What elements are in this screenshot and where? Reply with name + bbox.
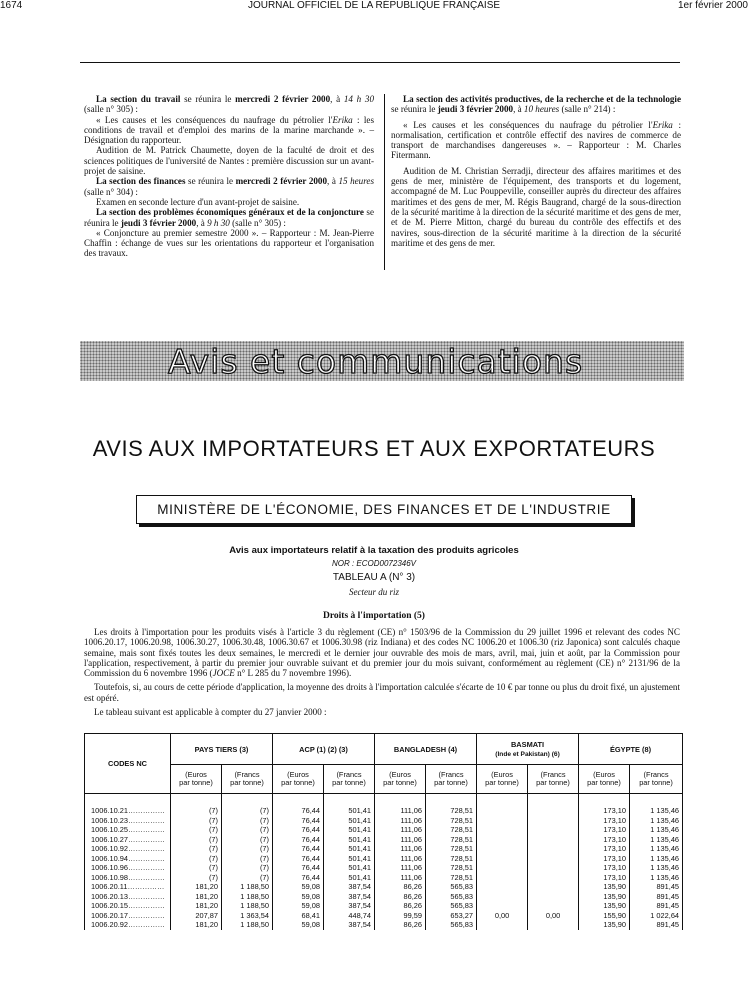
rate-cell <box>528 873 579 883</box>
section-name: La section des problèmes économiques généraux et de la conjoncture <box>96 207 364 218</box>
rate-cell: 891,45 <box>630 920 683 930</box>
unit-label-line-2: par tonne) <box>281 778 315 787</box>
unit-label-line-2: par tonne) <box>332 778 366 787</box>
rate-cell: 111,06 <box>375 835 426 845</box>
rate-cell <box>477 920 528 930</box>
group-header-acp: ACP (1) (2) (3) <box>273 734 375 765</box>
group-header-bangladesh: BANGLADESH (4) <box>375 734 477 765</box>
rate-cell: 387,54 <box>324 892 375 902</box>
rate-cell: 728,51 <box>426 873 477 883</box>
running-header <box>0 0 748 14</box>
meeting-time: 14 h 30 <box>343 94 375 104</box>
rate-cell: 1 135,46 <box>630 844 683 854</box>
unit-label-line-2: par tonne) <box>639 778 673 787</box>
rate-cell: 448,74 <box>324 911 375 921</box>
rate-cell: 565,83 <box>426 892 477 902</box>
unit-euros-header <box>375 765 426 794</box>
left-paragraph-2 <box>84 115 374 146</box>
unit-header-row <box>85 765 683 794</box>
spacer-cell <box>85 794 171 807</box>
rate-cell: 173,10 <box>579 825 630 835</box>
rate-cell <box>528 892 579 902</box>
ministry-box <box>136 495 632 524</box>
rate-cell: 181,20 <box>171 901 222 911</box>
unit-label-line-2: par tonne) <box>485 778 519 787</box>
group-header-egypte: ÉGYPTE (8) <box>579 734 683 765</box>
group-header-basmati <box>477 734 579 765</box>
rate-cell: 891,45 <box>630 901 683 911</box>
rate-cell: (7) <box>222 873 273 883</box>
nc-code-cell: 1006.10.94…………… <box>85 854 171 864</box>
rate-cell: 135,90 <box>579 901 630 911</box>
rate-cell <box>528 901 579 911</box>
rate-cell: 565,83 <box>426 901 477 911</box>
spacer-cell <box>579 794 630 807</box>
rate-cell: 891,45 <box>630 882 683 892</box>
rate-cell: 99,59 <box>375 911 426 921</box>
rate-cell: 76,44 <box>273 854 324 864</box>
rate-cell <box>528 816 579 826</box>
rate-cell: 501,41 <box>324 854 375 864</box>
rate-cell: (7) <box>171 806 222 816</box>
rate-cell <box>528 806 579 816</box>
rate-cell <box>477 844 528 854</box>
rate-cell <box>528 844 579 854</box>
group-header-pays-tiers: PAYS TIERS (3) <box>171 734 273 765</box>
spacer-cell <box>426 794 477 807</box>
rate-cell: 59,08 <box>273 920 324 930</box>
unit-label-line-2: par tonne) <box>434 778 468 787</box>
rate-cell: 173,10 <box>579 863 630 873</box>
unit-label-line-2: par tonne) <box>536 778 570 787</box>
text: se réunira le <box>185 176 236 187</box>
text: « Les causes et les conséquences du naufrage du pétrolier l' <box>403 119 653 130</box>
nc-code-cell: 1006.10.96…………… <box>85 863 171 873</box>
banner-text: Avis et communications <box>168 342 584 381</box>
duties-subtitle: Droits à l'importation (5) <box>323 611 425 621</box>
text: (salle n° 214) : <box>559 104 616 115</box>
unit-euros-header <box>273 765 324 794</box>
rate-cell: (7) <box>222 854 273 864</box>
nc-code-cell: 1006.10.92…………… <box>85 844 171 854</box>
rate-cell: 111,06 <box>375 844 426 854</box>
notice-title: Avis aux importateurs relatif à la taxation des produits agricoles <box>229 545 519 556</box>
rate-cell: 1 135,46 <box>630 835 683 845</box>
rate-cell <box>477 825 528 835</box>
rate-cell: (7) <box>171 816 222 826</box>
rate-cell <box>528 920 579 930</box>
meeting-time: 9 h 30 <box>207 217 230 228</box>
meeting-date: jeudi 3 février 2000 <box>437 104 514 115</box>
rate-cell: 1 135,46 <box>630 873 683 883</box>
rate-cell <box>528 825 579 835</box>
rate-cell: 173,10 <box>579 835 630 845</box>
rate-cell <box>477 892 528 902</box>
unit-francs-header <box>528 765 579 794</box>
rate-cell <box>528 854 579 864</box>
rate-cell: (7) <box>171 835 222 845</box>
unit-francs-header <box>426 765 477 794</box>
section-title: AVIS AUX IMPORTATEURS ET AUX EXPORTATEURS <box>92 436 656 461</box>
ship-name: Erika <box>332 114 353 125</box>
table-row <box>85 854 683 864</box>
rate-cell <box>528 863 579 873</box>
rate-cell: 1 188,50 <box>222 901 273 911</box>
table-row <box>85 892 683 902</box>
rate-cell: 565,83 <box>426 920 477 930</box>
unit-label-line-1: (Euros <box>185 769 207 779</box>
rate-cell <box>477 901 528 911</box>
rate-cell: 155,90 <box>579 911 630 921</box>
section-name: La section des activités productives, de la recherche et de la technologie <box>403 94 681 104</box>
rate-cell: 728,51 <box>426 825 477 835</box>
unit-label-line-2: par tonne) <box>230 778 264 787</box>
nor-reference: NOR : ECOD0072346V <box>331 559 417 568</box>
unit-euros-header <box>579 765 630 794</box>
rate-cell: 1 188,50 <box>222 892 273 902</box>
spacer-row <box>85 794 683 807</box>
basmati-sublabel: (Inde et Pakistan) (6) <box>495 751 560 758</box>
sector-name: Secteur du riz <box>349 587 399 597</box>
table-row <box>85 901 683 911</box>
rate-cell <box>477 806 528 816</box>
rate-cell: 501,41 <box>324 806 375 816</box>
unit-francs-header <box>324 765 375 794</box>
left-paragraph-4 <box>84 176 374 197</box>
meeting-date: jeudi 3 février 2000 <box>120 217 197 228</box>
rate-cell: 501,41 <box>324 825 375 835</box>
unit-label-line-1: (Francs <box>643 769 669 779</box>
ship-name: Erika <box>652 119 673 130</box>
spacer-cell <box>273 794 324 807</box>
rate-cell: (7) <box>222 835 273 845</box>
rate-cell: 728,51 <box>426 863 477 873</box>
rate-cell: 1 188,50 <box>222 882 273 892</box>
rate-cell: 76,44 <box>273 816 324 826</box>
rate-cell: 76,44 <box>273 825 324 835</box>
rate-cell <box>528 835 579 845</box>
rate-cell: 728,51 <box>426 806 477 816</box>
rate-cell: (7) <box>171 825 222 835</box>
rate-cell: 135,90 <box>579 920 630 930</box>
nc-code-cell: 1006.10.23…………… <box>85 816 171 826</box>
nc-code-cell: 1006.10.98…………… <box>85 873 171 883</box>
table-row <box>85 911 683 921</box>
spacer-cell <box>171 794 222 807</box>
journal-title: JOURNAL OFFICIEL DE LA RÉPUBLIQUE FRANÇAISE <box>247 0 501 11</box>
rate-cell: (7) <box>222 844 273 854</box>
rate-cell: 501,41 <box>324 863 375 873</box>
basmati-label: BASMATI <box>510 740 545 749</box>
rate-cell: 173,10 <box>579 806 630 816</box>
rate-cell: 76,44 <box>273 835 324 845</box>
meeting-time: 10 heures <box>523 104 560 115</box>
unit-label-line-1: (Euros <box>491 769 513 779</box>
rate-cell: 1 135,46 <box>630 806 683 816</box>
rate-cell: 0,00 <box>528 911 579 921</box>
import-duties-table <box>84 733 683 930</box>
nc-code-cell: 1006.20.11…………… <box>85 882 171 892</box>
table-row <box>85 863 683 873</box>
rate-cell: (7) <box>171 854 222 864</box>
text: , à <box>513 104 524 115</box>
rate-cell: 111,06 <box>375 806 426 816</box>
rate-cell: 387,54 <box>324 901 375 911</box>
rate-cell: 76,44 <box>273 806 324 816</box>
rate-cell: (7) <box>222 825 273 835</box>
rate-cell: 1 135,46 <box>630 816 683 826</box>
section-name: La section des finances <box>96 176 186 187</box>
table-row <box>85 920 683 930</box>
codes-nc-header: CODES NC <box>85 734 171 794</box>
right-paragraph-1 <box>391 94 681 115</box>
rate-cell: 173,10 <box>579 873 630 883</box>
unit-label-line-1: (Francs <box>540 769 566 779</box>
rate-cell: 173,10 <box>579 844 630 854</box>
page-number: 1674 <box>0 0 23 11</box>
rate-cell: 173,10 <box>579 816 630 826</box>
right-paragraph-2 <box>391 120 681 161</box>
rate-cell: 111,06 <box>375 863 426 873</box>
text: « Les causes et les conséquences du naufrage du pétrolier l' <box>96 114 333 125</box>
unit-francs-header <box>222 765 273 794</box>
table-row <box>85 816 683 826</box>
rate-cell: 59,08 <box>273 892 324 902</box>
unit-label-line-1: (Francs <box>234 769 260 779</box>
unit-francs-header <box>630 765 683 794</box>
text: , à <box>330 94 344 104</box>
rate-cell <box>528 882 579 892</box>
nc-code-cell: 1006.20.92…………… <box>85 920 171 930</box>
rate-cell <box>477 816 528 826</box>
right-paragraph-3: Audition de M. Christian Serradji, directeur des affaires maritimes et des gens de mer, ministère de l'équipement, des transports et du logement, accompagné de M. Luc Pouppeville, conseiller auprès du directeur des affaires maritimes et des gens de mer, M. Régis Baugrand, chargé de la sous-direction de la sécurité maritime à la direction de la sécurité maritime et des gens de mer, et de M. Pierre Mitton, chargé du bureau du contrôle des effectifs et des navires, sous-direction de la sécurité maritime à la direction de la sécurité maritime et des gens de mer. <box>391 165 681 248</box>
table-title: TABLEAU A (N° 3) <box>332 572 416 583</box>
rate-cell: 76,44 <box>273 844 324 854</box>
rate-cell: 1 188,50 <box>222 920 273 930</box>
rate-cell: 565,83 <box>426 882 477 892</box>
rate-cell: 1 363,54 <box>222 911 273 921</box>
spacer-cell <box>222 794 273 807</box>
rate-cell: 86,26 <box>375 920 426 930</box>
nc-code-cell: 1006.10.25…………… <box>85 825 171 835</box>
nc-code-cell: 1006.20.13…………… <box>85 892 171 902</box>
rate-cell: (7) <box>222 863 273 873</box>
rate-cell: (7) <box>171 844 222 854</box>
table-row <box>85 835 683 845</box>
text: : les conditions de travail et d'emploi des marins de la marine marchande ». – Désignation du rapporteur. <box>84 114 375 146</box>
rate-cell: 135,90 <box>579 882 630 892</box>
left-column <box>84 94 374 259</box>
rate-cell: 501,41 <box>324 835 375 845</box>
rate-cell: 59,08 <box>273 882 324 892</box>
ministry-name: MINISTÈRE DE L'ÉCONOMIE, DES FINANCES ET DE L'INDUSTRIE <box>157 502 611 517</box>
rate-cell: 653,27 <box>426 911 477 921</box>
rate-cell <box>477 835 528 845</box>
rate-cell: 891,45 <box>630 892 683 902</box>
unit-euros-header <box>171 765 222 794</box>
nc-code-cell: 1006.10.27…………… <box>85 835 171 845</box>
spacer-cell <box>324 794 375 807</box>
text: : normalisation, certification et contrôle effectif des navires de commerce de transport de marchandises dangereuses ». – Rapporteur : M. Charles Fitermann. <box>391 119 681 161</box>
text: (salle n° 305) : <box>229 217 286 228</box>
rate-cell: 207,87 <box>171 911 222 921</box>
issue-date: 1er février 2000 <box>677 0 748 11</box>
rate-cell: 387,54 <box>324 882 375 892</box>
left-paragraph-3: Audition de M. Patrick Chaumette, doyen de la faculté de droit et des sciences politiques de l'université de Nantes : première discussion sur un avant-projet de saisine. <box>84 145 374 177</box>
rate-cell: 111,06 <box>375 854 426 864</box>
rate-cell: 1 022,64 <box>630 911 683 921</box>
nc-code-cell: 1006.20.17…………… <box>85 911 171 921</box>
rate-cell: 173,10 <box>579 854 630 864</box>
rate-cell <box>477 863 528 873</box>
unit-label-line-2: par tonne) <box>587 778 621 787</box>
text: , à <box>327 176 339 187</box>
rate-cell: 0,00 <box>477 911 528 921</box>
rate-cell: 1 135,46 <box>630 854 683 864</box>
meeting-date: mercredi 2 février 2000 <box>235 176 328 187</box>
table-row <box>85 873 683 883</box>
rate-cell: 135,90 <box>579 892 630 902</box>
left-paragraph-7: « Conjoncture au premier semestre 2000 ». – Rapporteur : M. Jean-Pierre Chaffin : échange de vues sur les orientations du rapporteur et l'organisation des travaux. <box>84 227 374 259</box>
section-name: La section du travail <box>96 94 181 104</box>
rate-cell: 59,08 <box>273 901 324 911</box>
table-row <box>85 882 683 892</box>
rate-cell: 68,41 <box>273 911 324 921</box>
unit-label-line-1: (Euros <box>389 769 411 779</box>
text: se réunira le <box>84 207 375 228</box>
rate-cell: 501,41 <box>324 844 375 854</box>
table-row <box>85 806 683 816</box>
rate-cell: 1 135,46 <box>630 825 683 835</box>
rate-cell: 76,44 <box>273 863 324 873</box>
notice-body <box>84 627 680 717</box>
rate-cell: (7) <box>171 863 222 873</box>
text: se réunira le <box>180 94 236 104</box>
unit-label-line-1: (Euros <box>287 769 309 779</box>
unit-label-line-1: (Euros <box>593 769 615 779</box>
nc-code-cell: 1006.10.21…………… <box>85 806 171 816</box>
rate-cell: 86,26 <box>375 882 426 892</box>
rate-cell: (7) <box>222 816 273 826</box>
nc-code-cell: 1006.20.15…………… <box>85 901 171 911</box>
rate-cell: 86,26 <box>375 892 426 902</box>
header-rule <box>80 62 680 63</box>
rate-cell: 76,44 <box>273 873 324 883</box>
rate-cell: 111,06 <box>375 816 426 826</box>
rate-cell: 181,20 <box>171 882 222 892</box>
unit-euros-header <box>477 765 528 794</box>
table-row <box>85 844 683 854</box>
rate-cell <box>477 873 528 883</box>
text: , à <box>196 217 208 228</box>
rate-cell: 111,06 <box>375 825 426 835</box>
rate-cell: 86,26 <box>375 901 426 911</box>
spacer-cell <box>528 794 579 807</box>
left-paragraph-1 <box>84 94 374 115</box>
meeting-time: 15 heures <box>338 176 374 187</box>
notice-paragraph-2: Toutefois, si, au cours de cette période d'application, la moyenne des droits à l'importation calculée s'écarte de 10 € par tonne ou plus du droit fixé, un ajustement est opéré. <box>84 682 680 703</box>
rate-cell: 387,54 <box>324 920 375 930</box>
rate-cell: 728,51 <box>426 854 477 864</box>
rate-cell: 501,41 <box>324 873 375 883</box>
spacer-cell <box>630 794 683 807</box>
meeting-date: mercredi 2 février 2000 <box>235 94 331 104</box>
section-banner <box>80 341 684 381</box>
rate-cell: 111,06 <box>375 873 426 883</box>
rate-cell: 728,51 <box>426 844 477 854</box>
spacer-cell <box>375 794 426 807</box>
journal-abbrev: JOCE <box>212 668 235 679</box>
rate-cell: 181,20 <box>171 920 222 930</box>
rate-cell: 728,51 <box>426 816 477 826</box>
text: n° L 285 du 7 novembre 1996). <box>234 668 352 679</box>
text: (salle n° 304) : <box>84 186 138 197</box>
text: se réunira le <box>391 104 438 115</box>
notice-paragraph-1 <box>84 627 680 678</box>
unit-label-line-1: (Francs <box>438 769 464 779</box>
unit-label-line-2: par tonne) <box>179 778 213 787</box>
spacer-cell <box>477 794 528 807</box>
rate-cell: 181,20 <box>171 892 222 902</box>
rate-cell: 501,41 <box>324 816 375 826</box>
table-body <box>85 794 683 930</box>
table-row <box>85 825 683 835</box>
right-column <box>391 94 681 248</box>
rate-cell <box>477 882 528 892</box>
rate-cell: 728,51 <box>426 835 477 845</box>
left-paragraph-6 <box>84 207 374 228</box>
rate-cell: (7) <box>222 806 273 816</box>
rate-cell <box>477 854 528 864</box>
unit-label-line-2: par tonne) <box>383 778 417 787</box>
text: Les droits à l'importation pour les produits visés à l'article 3 du règlement (CE) n° 1503/96 de la Commission du 29 juillet 1996 et relevant des codes NC 1006.20.17, 1006.20.98, 1006.30.27, 1006.30.48, 1006.30.67 et 1006.30.98 (riz Indiana) et des codes NC 1006.20 et 1006.30 (riz Japonica) sont calculés chaque semaine, mais sont fixés toutes les deux semaines, le mercredi et le dernier jour ouvrable des mois de mars, avril, mai, juin et août, par la Commission pour l'application, respectivement, à partir du premier jour ouvrable suivant et du premier jour du mois suivant, conformément au règlement (CE) n° 2131/96 de la Commission du 6 novembre 1996 ( <box>84 627 680 679</box>
notice-paragraph-3: Le tableau suivant est applicable à compter du 27 janvier 2000 : <box>94 707 327 718</box>
rate-cell: (7) <box>171 873 222 883</box>
column-separator <box>384 94 385 270</box>
unit-label-line-1: (Francs <box>336 769 362 779</box>
rate-cell: 1 135,46 <box>630 863 683 873</box>
left-paragraph-5: Examen en seconde lecture d'un avant-projet de saisine. <box>96 196 300 207</box>
text: (salle n° 305) : <box>84 104 138 115</box>
